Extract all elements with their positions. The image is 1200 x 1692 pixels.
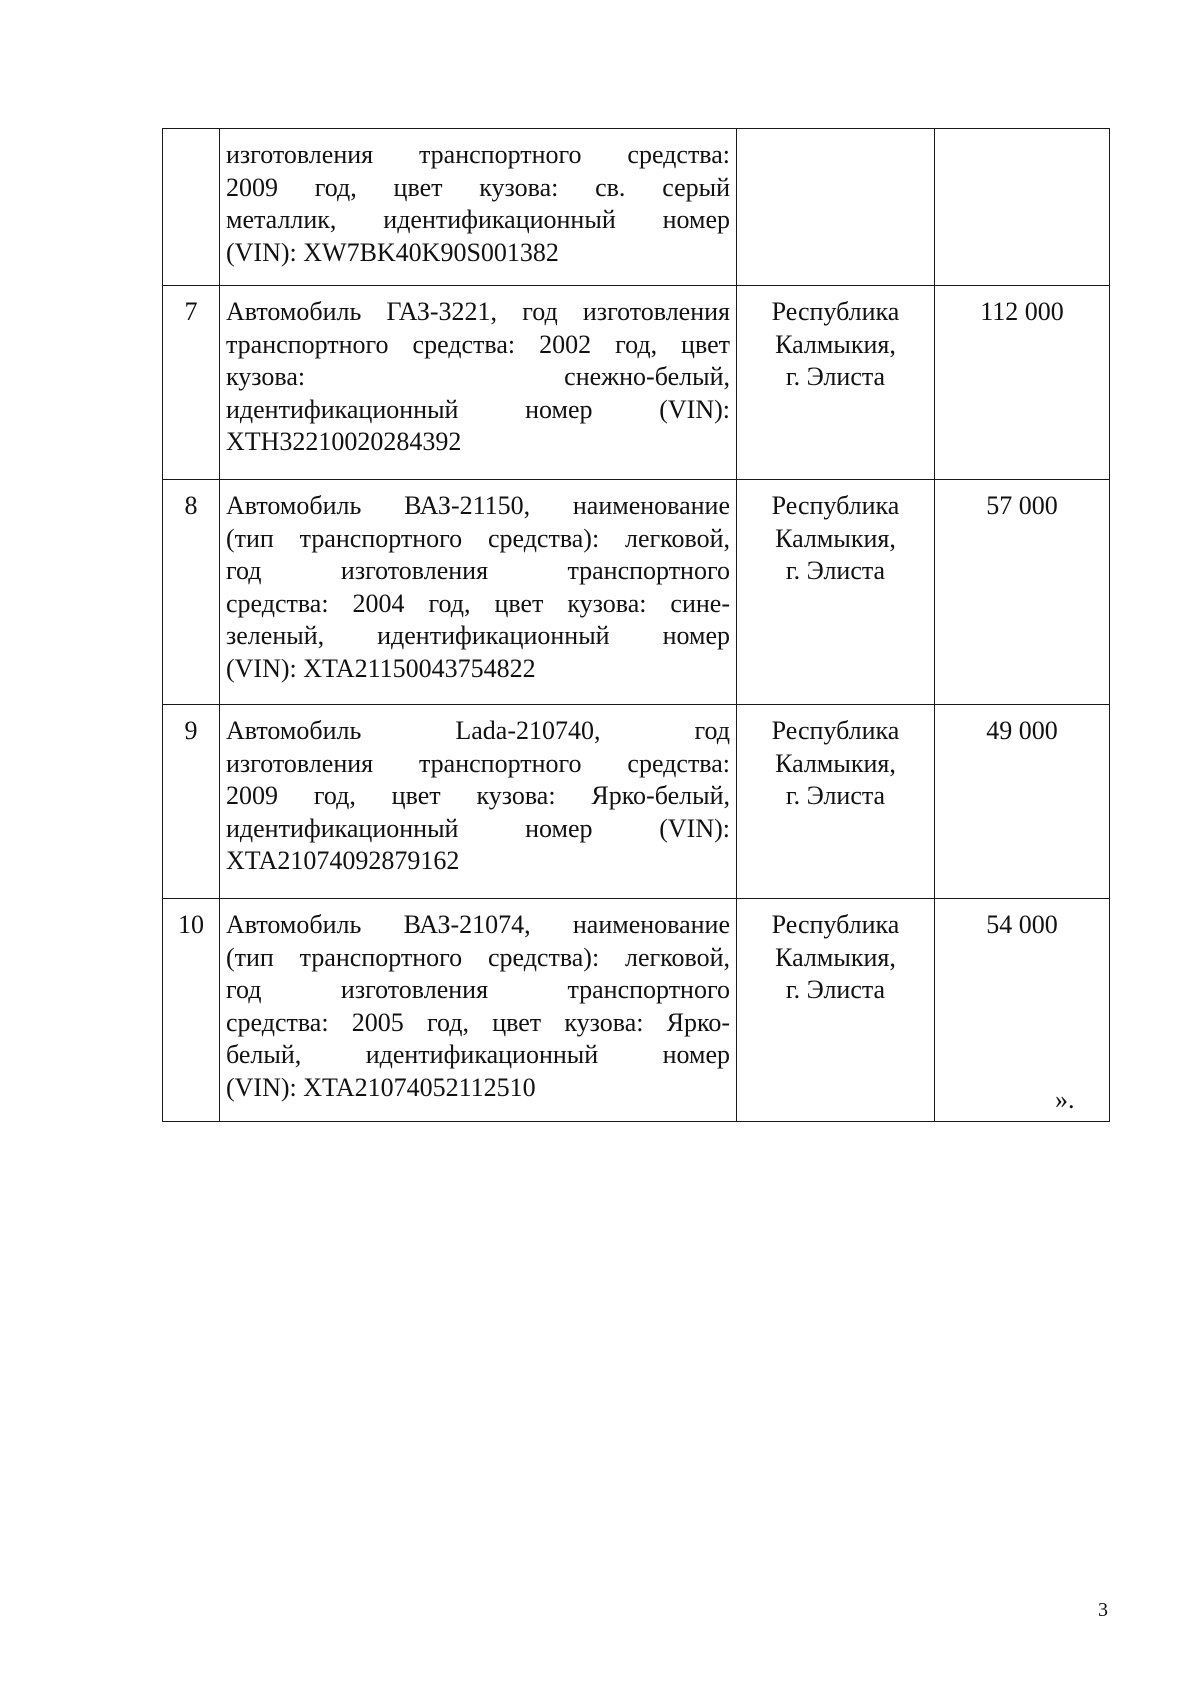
row-number: 9 [163,705,220,899]
description-line: XTA21074092879162 [226,846,460,875]
description-line: средства: 2004 год, цвет кузова: сине- [226,588,730,618]
location-line: Калмыкия, [775,329,896,359]
location-line: Республика [771,491,900,520]
description-line: (VIN): XW7BK40K90S001382 [226,237,559,267]
description-line: белый, идентификационный номер [226,1040,730,1069]
vehicle-price: 57 000 [935,480,1110,705]
vehicle-location [737,705,935,899]
description-line: (тип транспортного средства): легковой, [226,523,730,553]
location-line: Калмыкия, [775,523,896,553]
location-line: г. Элиста [785,781,886,810]
description-line: Автомобиль ВАЗ-21074, наименование [226,910,730,939]
description-line: год изготовления транспортного [226,975,730,1004]
vehicle-description [220,899,737,1122]
location-line: Республика [771,297,900,326]
location-line: Калмыкия, [775,942,896,972]
vehicle-table [162,128,1110,1122]
vehicle-location [737,286,935,480]
vehicle-description [220,129,737,286]
table-row [163,899,1110,1122]
location-line: Республика [771,716,900,745]
description-line: (VIN): XTA21074052112510 [226,1072,536,1102]
location-line: г. Элиста [785,362,886,391]
table-row [163,129,1110,286]
location-line: Республика [771,910,900,939]
row-number: 10 [163,899,220,1122]
description-line: 2009 год, цвет кузова: Ярко-белый, [226,781,730,810]
description-line: XTH32210020284392 [226,427,462,456]
description-line: транспортного средства: 2002 год, цвет [226,329,730,359]
vehicle-description [220,705,737,899]
description-line: зеленый, идентификационный номер [226,621,730,650]
vehicle-price: 49 000 [935,705,1110,899]
description-line: 2009 год, цвет кузова: св. серый [226,172,730,202]
description-line: Автомобиль ГАЗ-3221, год изготовления [226,297,730,326]
description-line: металлик, идентификационный номер [226,205,730,234]
description-line: Автомобиль Lada-210740, год [226,716,730,745]
description-line: (тип транспортного средства): легковой, [226,942,730,972]
description-line: кузова: снежно-белый, [226,362,730,391]
location-line: Калмыкия, [775,748,896,778]
description-line: средства: 2005 год, цвет кузова: Ярко- [226,1007,730,1037]
description-line: изготовления транспортного средства: [226,140,730,169]
vehicle-price: 54 000 [935,899,1110,1122]
vehicle-location [737,480,935,705]
row-number: 7 [163,286,220,480]
row-number: 8 [163,480,220,705]
description-line: (VIN): XTA21150043754822 [226,653,536,683]
vehicle-location [737,899,935,1122]
table-row [163,286,1110,480]
page-number: 3 [1098,1599,1108,1621]
vehicle-description [220,480,737,705]
vehicle-description [220,286,737,480]
description-line: год изготовления транспортного [226,556,730,585]
vehicle-location [737,129,935,286]
description-line: Автомобиль ВАЗ-21150, наименование [226,491,730,520]
row-number [163,129,220,286]
location-line: г. Элиста [785,975,886,1004]
table-row [163,705,1110,899]
closing-quote: ». [1055,1085,1075,1114]
vehicle-price [935,129,1110,286]
description-line: идентификационный номер (VIN): [226,813,730,843]
location-line: г. Элиста [785,556,886,585]
description-line: идентификационный номер (VIN): [226,394,730,424]
vehicle-price: 112 000 [935,286,1110,480]
table-row [163,480,1110,705]
description-line: изготовления транспортного средства: [226,748,730,778]
